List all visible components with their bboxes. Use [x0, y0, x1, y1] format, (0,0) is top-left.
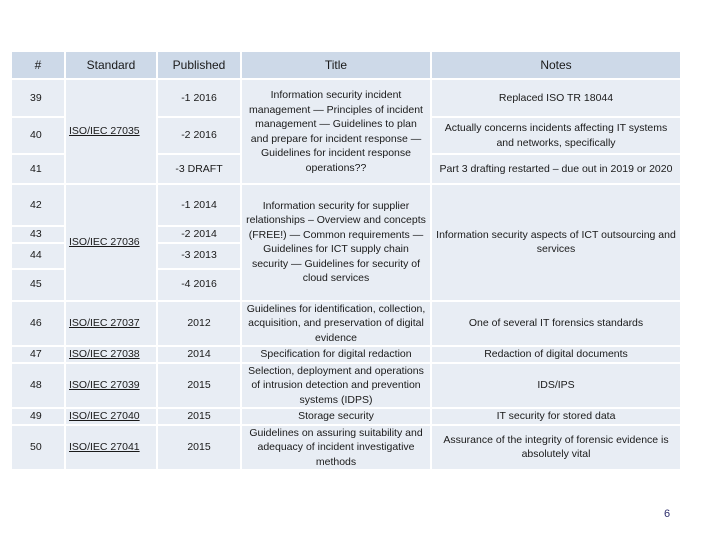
row-number: 39 [11, 79, 65, 117]
notes-cell: Replaced ISO TR 18044 [431, 79, 681, 117]
title-cell: Storage security [241, 408, 431, 425]
table-row [11, 79, 681, 117]
standard-cell [65, 425, 157, 471]
header-standard: Standard [65, 51, 157, 79]
iso-standards-table [10, 50, 682, 471]
title-cell: Information security for supplier relationships – Overview and concepts (FREE!) — Common requirements — Guidelines for ICT supply chain security — Guidelines for security of cloud services [241, 184, 431, 301]
notes-cell: Assurance of the integrity of forensic evidence is absolutely vital [431, 425, 681, 471]
notes-cell: One of several IT forensics standards [431, 301, 681, 347]
header-notes: Notes [431, 51, 681, 79]
standard-cell [65, 184, 157, 301]
row-number: 41 [11, 154, 65, 184]
row-number: 42 [11, 184, 65, 226]
published-cell: 2015 [157, 363, 241, 409]
table-row [11, 363, 681, 409]
standard-cell [65, 363, 157, 409]
table-row [11, 425, 681, 471]
title-cell: Information security incident management — Principles of incident management — Guidelines to plan and prepare for incident response — Guidelines for incident response operations?? [241, 79, 431, 184]
row-number: 44 [11, 243, 65, 269]
standard-cell [65, 346, 157, 363]
published-cell: -2 2016 [157, 117, 241, 154]
notes-cell: Information security aspects of ICT outsourcing and services [431, 184, 681, 301]
published-cell: -1 2014 [157, 184, 241, 226]
standard-link[interactable]: ISO/IEC 27037 [69, 317, 140, 329]
standard-link[interactable]: ISO/IEC 27038 [69, 348, 140, 360]
header-num: # [11, 51, 65, 79]
published-cell: 2015 [157, 408, 241, 425]
standard-cell [65, 79, 157, 184]
standard-link[interactable]: ISO/IEC 27035 [69, 125, 140, 138]
row-number: 48 [11, 363, 65, 409]
published-cell: -1 2016 [157, 79, 241, 117]
published-cell: -3 DRAFT [157, 154, 241, 184]
header-title: Title [241, 51, 431, 79]
published-cell: -4 2016 [157, 269, 241, 301]
row-number: 47 [11, 346, 65, 363]
standard-cell [65, 301, 157, 347]
notes-cell: Part 3 drafting restarted – due out in 2019 or 2020 [431, 154, 681, 184]
published-cell: 2015 [157, 425, 241, 471]
standard-link[interactable]: ISO/IEC 27041 [69, 441, 140, 453]
row-number: 45 [11, 269, 65, 301]
row-number: 43 [11, 226, 65, 243]
table-row [11, 408, 681, 425]
notes-cell: Redaction of digital documents [431, 346, 681, 363]
title-cell: Specification for digital redaction [241, 346, 431, 363]
header-published: Published [157, 51, 241, 79]
notes-cell: Actually concerns incidents affecting IT systems and networks, specifically [431, 117, 681, 154]
published-cell: -2 2014 [157, 226, 241, 243]
page-number: 6 [664, 508, 671, 520]
standard-link[interactable]: ISO/IEC 27039 [69, 379, 140, 391]
title-cell: Guidelines for identification, collection, acquisition, and preservation of digital evidence [241, 301, 431, 347]
table-row [11, 346, 681, 363]
published-cell: 2014 [157, 346, 241, 363]
row-number: 49 [11, 408, 65, 425]
row-number: 40 [11, 117, 65, 154]
standard-link[interactable]: ISO/IEC 27036 [69, 236, 140, 248]
header-row [11, 51, 681, 79]
table-row [11, 301, 681, 347]
table-row [11, 184, 681, 226]
title-cell: Selection, deployment and operations of intrusion detection and prevention systems (IDPS) [241, 363, 431, 409]
row-number: 46 [11, 301, 65, 347]
published-cell: 2012 [157, 301, 241, 347]
published-cell: -3 2013 [157, 243, 241, 269]
standard-cell [65, 408, 157, 425]
row-number: 50 [11, 425, 65, 471]
notes-cell: IT security for stored data [431, 408, 681, 425]
notes-cell: IDS/IPS [431, 363, 681, 409]
title-cell: Guidelines on assuring suitability and adequacy of incident investigative methods [241, 425, 431, 471]
standard-link[interactable]: ISO/IEC 27040 [69, 410, 140, 422]
